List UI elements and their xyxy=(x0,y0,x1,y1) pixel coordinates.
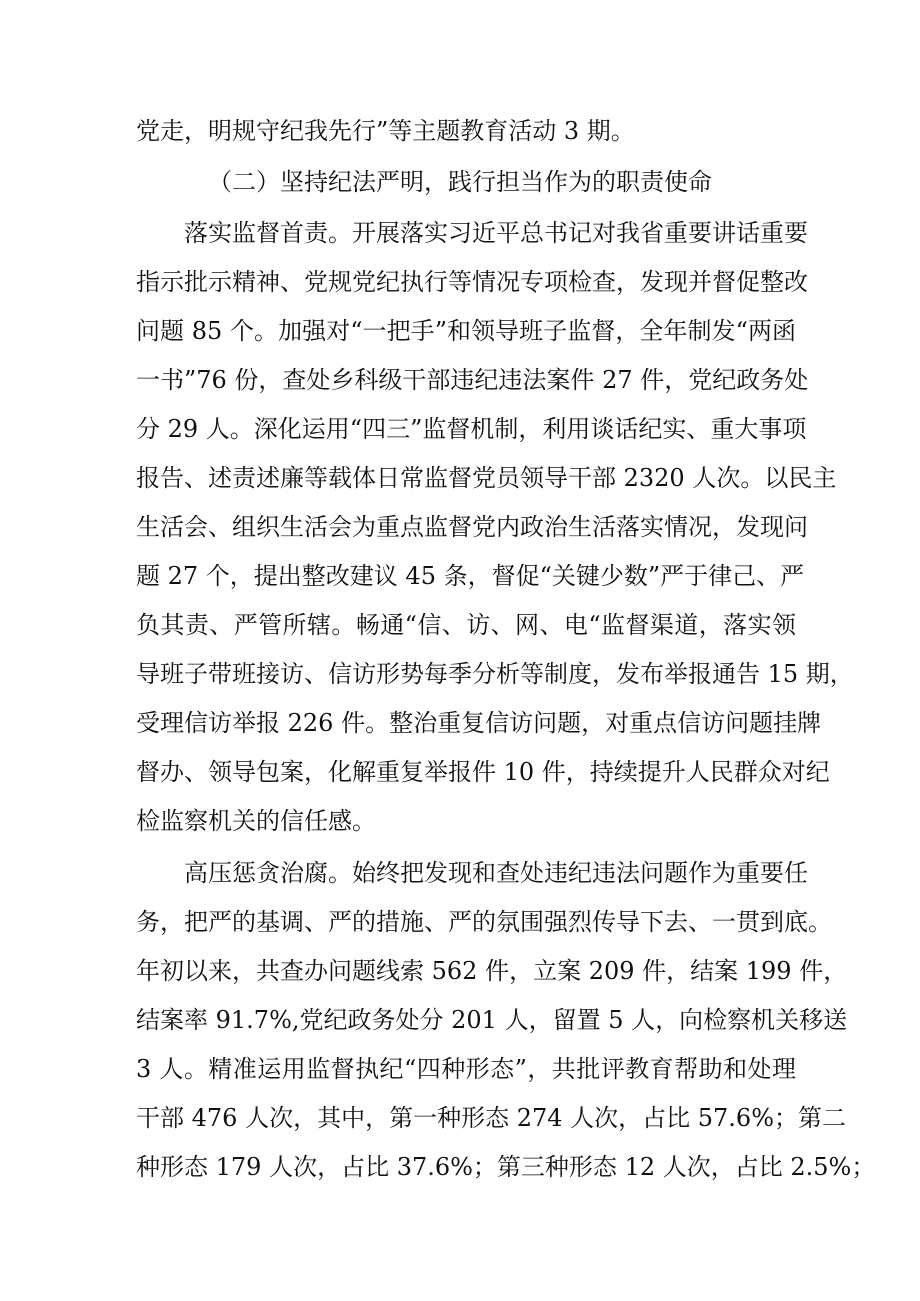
text-line: 问题 85 个。加强对“一把手”和领导班子监督，全年制发“两函 xyxy=(136,317,796,345)
text-line: 检监察机关的信任感。 xyxy=(136,807,376,835)
text-line: 干部 476 人次，其中，第一种形态 274 人次，占比 57.6%；第二 xyxy=(136,1104,847,1132)
text-line: 导班子带班接访、信访形势每季分析等制度，发布举报通告 15 期， xyxy=(136,660,854,688)
text-line: 指示批示精神、党规党纪执行等情况专项检查，发现并督促整改 xyxy=(136,268,808,296)
text-line: 年初以来，共查办问题线索 562 件，立案 209 件，结案 199 件， xyxy=(136,957,848,985)
text-line: 负其责、严管所辖。畅通“信、访、网、电“监督渠道，落实领 xyxy=(136,611,796,639)
text-line: 受理信访举报 226 件。整治重复信访问题，对重点信访问题挂牌 xyxy=(136,709,822,737)
text-line: 一书”76 份，查处乡科级干部违纪违法案件 27 件，党纪政务处 xyxy=(136,366,809,394)
text-line: 结案率 91.7%,党纪政务处分 201 人，留置 5 人，向检察机关移送 xyxy=(136,1006,848,1034)
text-line: 种形态 179 人次，占比 37.6%；第三种形态 12 人次，占比 2.5%； xyxy=(136,1153,876,1181)
text-line: 3 人。精准运用监督执纪“四种形态”，共批评教育帮助和处理 xyxy=(136,1055,796,1083)
text-line: 党走，明规守纪我先行”等主题教育活动 3 期。 xyxy=(136,117,635,145)
text-line: 落实监督首责。开展落实习近平总书记对我省重要讲话重要 xyxy=(184,219,808,247)
text-line: 报告、述责述廉等载体日常监督党员领导干部 2320 人次。以民主 xyxy=(136,464,837,492)
text-line: 督办、领导包案，化解重复举报件 10 件，持续提升人民群众对纪 xyxy=(136,758,830,786)
text-line: 题 27 个，提出整改建议 45 条，督促“关键少数”严于律己、严 xyxy=(136,562,805,590)
text-line: 分 29 人。深化运用“四三”监督机制，利用谈话纪实、重大事项 xyxy=(136,415,807,443)
section-heading: （二）坚持纪法严明，践行担当作为的职责使命 xyxy=(208,168,712,196)
text-line: 务，把严的基调、严的措施、严的氛围强烈传导下去、一贯到底。 xyxy=(136,908,832,936)
text-line: 高压惩贪治腐。始终把发现和查处违纪违法问题作为重要任 xyxy=(184,859,808,887)
text-line: 生活会、组织生活会为重点监督党内政治生活落实情况，发现问 xyxy=(136,513,808,541)
